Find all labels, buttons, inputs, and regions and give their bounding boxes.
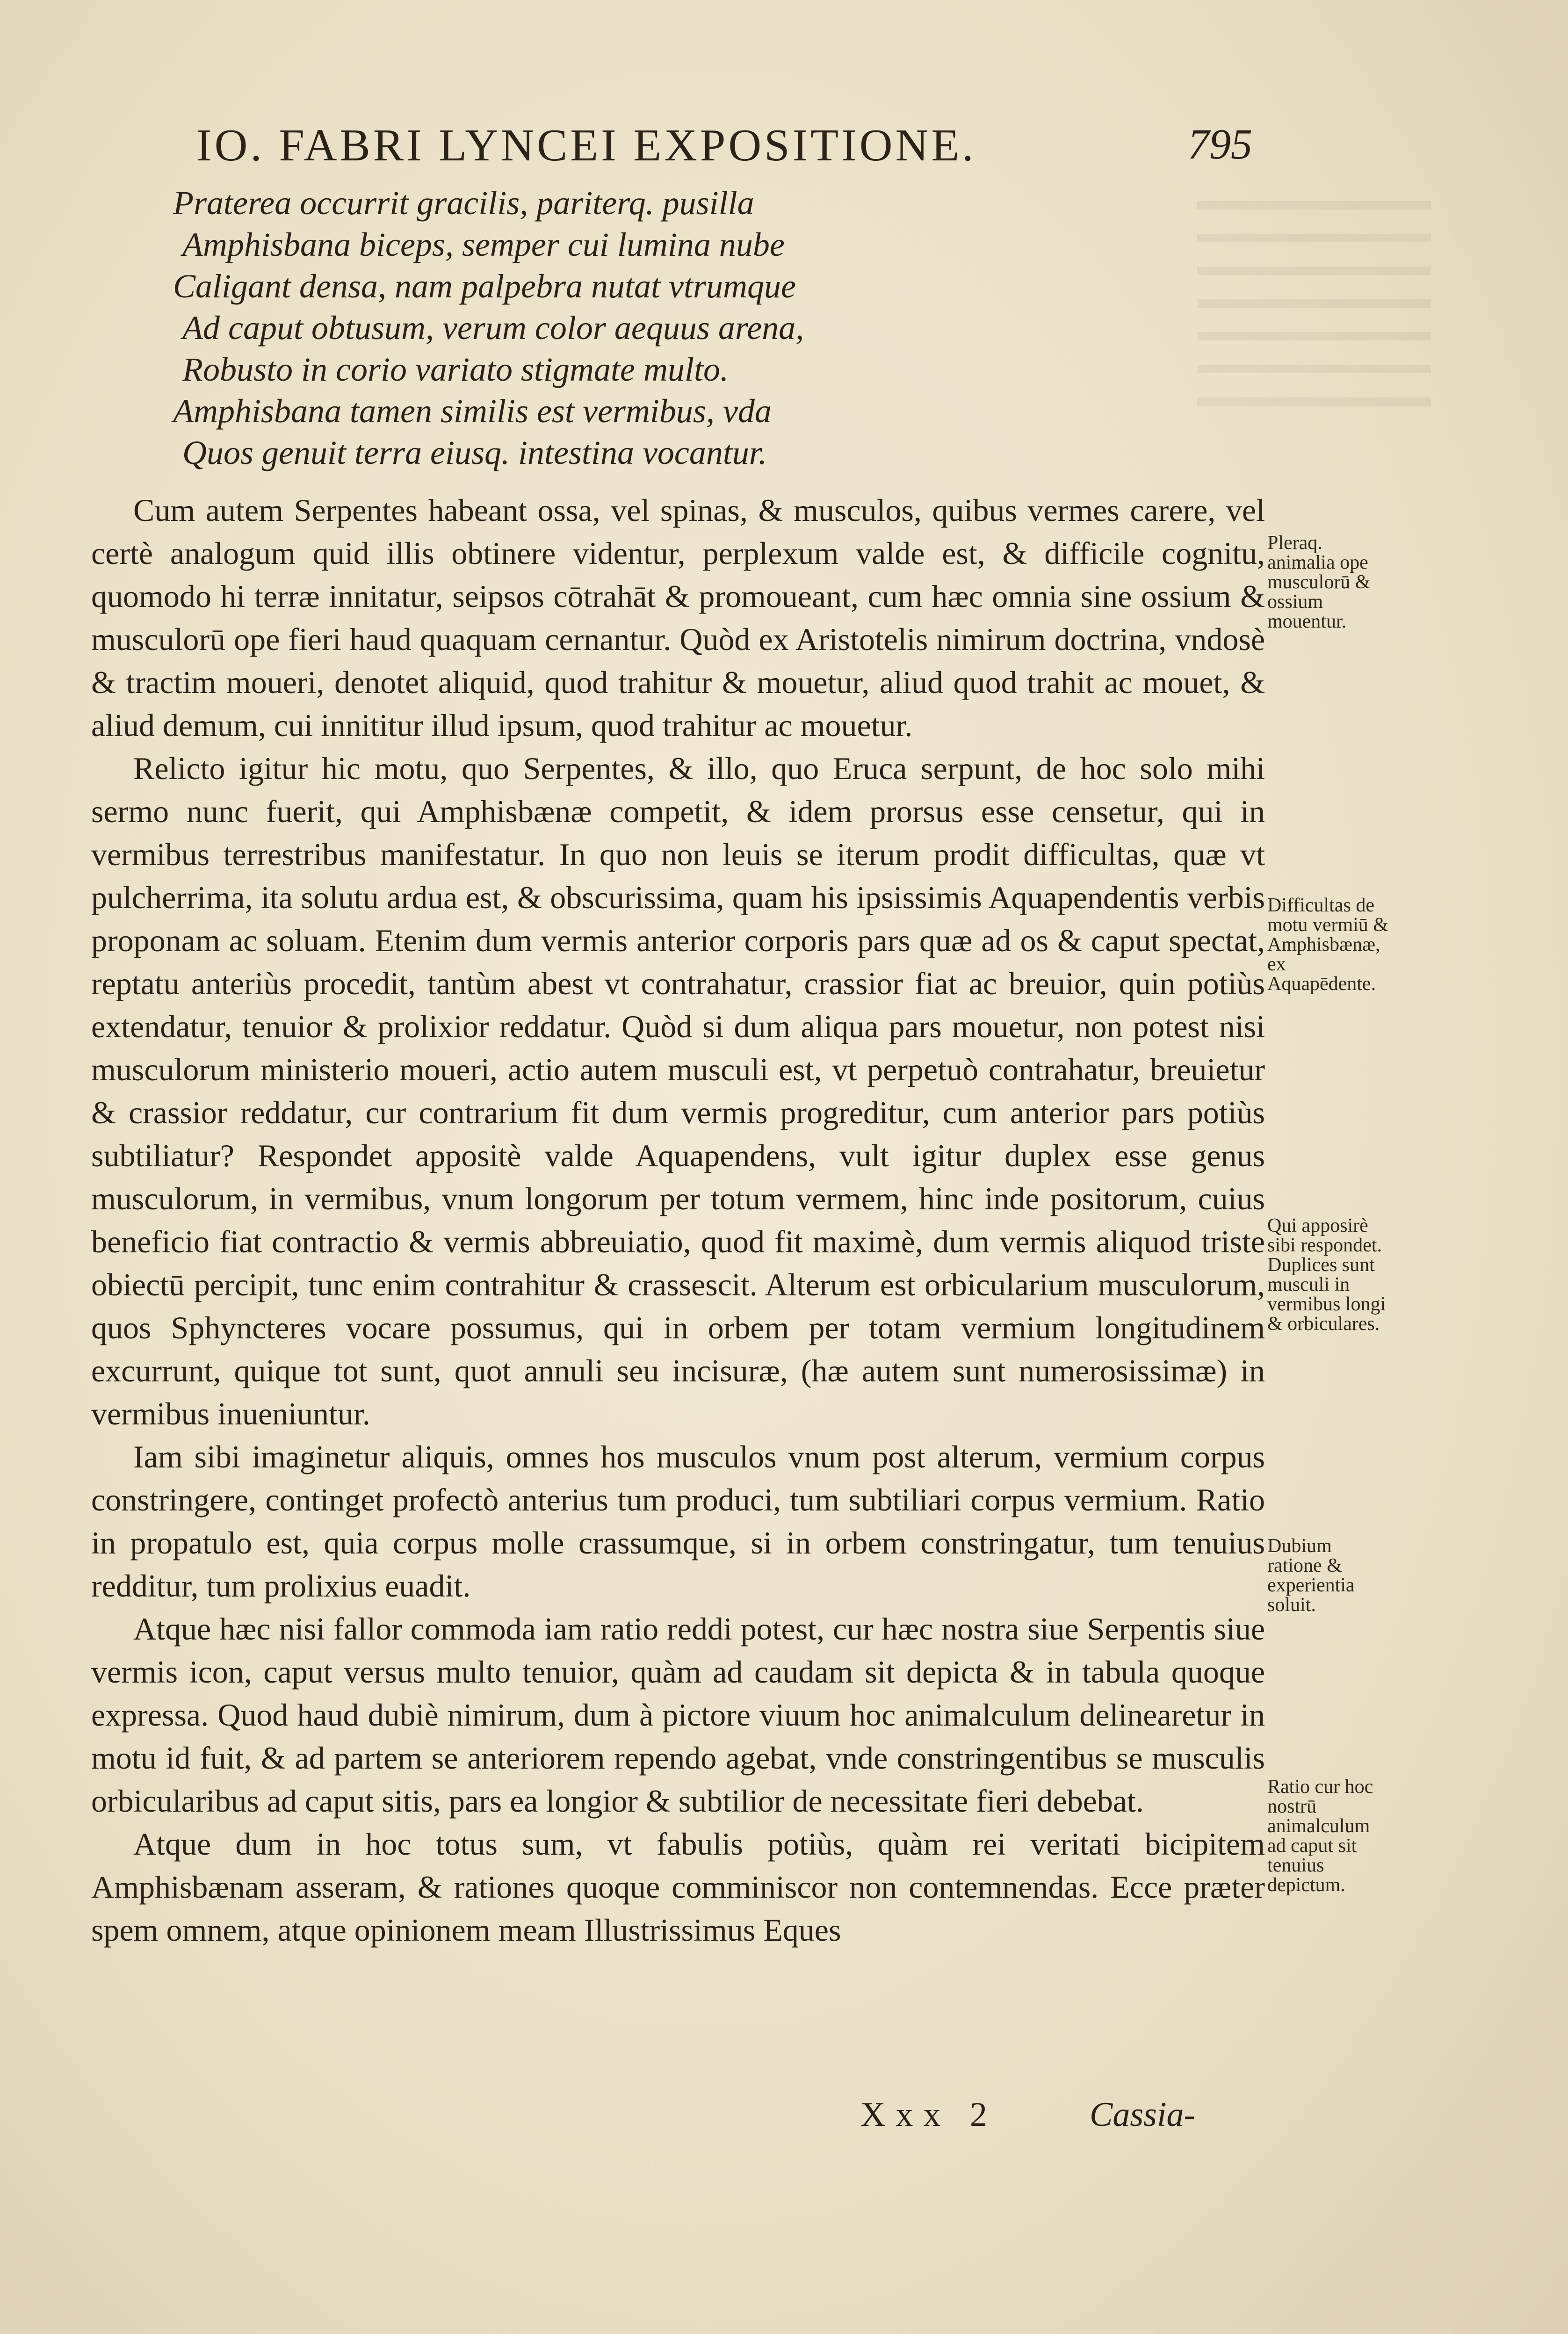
show-through-text xyxy=(1197,201,1431,412)
paragraph: Iam sibi imaginetur aliquis, omnes hos musculos vnum post alterum, vermium corpus constringere, continget profectò anterius tum produci, tum subtiliari corpus vermium. Ratio in propatulo est, quia corpus molle crassumque, si in orbem constringatur, tum tenuius redditur, tum prolixius euadit. xyxy=(91,1439,1265,1604)
page-number: 795 xyxy=(1188,120,1252,168)
verse-line: Quos genuit terra eiusq. intestina vocantur. xyxy=(182,434,767,471)
verse-line: Ad caput obtusum, verum color aequus arena, xyxy=(182,309,804,347)
paragraph: Relicto igitur hic motu, quo Serpentes, & illo, quo Eruca serpunt, de hoc solo mihi sermo nunc fuerit, qui Amphisbænæ competit, & idem prorsus esse censetur, qui in vermibus terrestribus manifestatur. In quo non leuis se iterum prodit difficultas, quæ vt pulcherrima, ita solutu ardua est, & obscurissima, quam his ipsissimis Aquapendentis verbis proponam ac soluam. Etenim dum vermis anterior corporis pars quæ ad os & caput spectat, reptatu anteriùs procedit, tantùm abest vt contrahatur, crassior fiat ac breuior, quin potiùs extendatur, tenuior & prolixior reddatur. Quòd si dum aliqua pars mouetur, non potest nisi musculorum ministerio moueri, actio autem musculi est, vt perpetuò contrahatur, breuietur & crassior reddatur, cur contrarium fit dum vermis progreditur, cum anterior pars potiùs subtiliatur? Respondet appositè valde Aquapendens, vult igitur duplex esse genus musculorum, in vermibus, vnum longorum per totum vermem, hinc inde positorum, cuius beneficio fiat contractio & vermis abbreuiatio, quod fit maximè, dum vermis aliquod triste obiectū percipit, tunc enim contrahitur & crassescit. Alterum est orbicularium musculorum, quos Sphyncteres vocare possumus, qui in orbem per totam vermium longitudinem excurrunt, quique tot sunt, quot annuli seu incisuræ, (hæ autem sunt numerosissimæ) in vermibus inueniuntur. xyxy=(91,751,1265,1431)
running-head: IO. FABRI LYNCEI EXPOSITIONE. xyxy=(196,120,976,171)
paragraph: Atque hæc nisi fallor commoda iam ratio reddi potest, cur hæc nostra siue Serpentis siue vermis icon, caput versus multo tenuior, quàm ad caudam sit depicta & in tabula quoque expressa. Quod haud dubiè nimirum, dum à pictore viuum hoc animalculum delinearetur in motu id fuit, & ad partem se anteriorem rependo agebat, vnde constringentibus se musculis orbicularibus ad caput sitis, pars ea longior & subtilior de necessitate fieri debebat. xyxy=(91,1611,1265,1819)
verse-quotation xyxy=(173,182,1202,474)
catchword: Cassia- xyxy=(1090,2096,1196,2134)
margin-note: Qui apposirè sibi respondet. Duplices sunt musculi in vermibus longi & orbiculares. xyxy=(1267,1215,1386,1335)
verse-line: Robusto in corio variato stigmate multo. xyxy=(182,351,729,388)
verse-line: Amphisbana biceps, semper cui lumina nube xyxy=(182,226,785,263)
signature-mark: Xxx 2 xyxy=(860,2096,997,2134)
verse-line: Caligant densa, nam palpebra nutat vtrumque xyxy=(173,267,796,305)
paragraph: Cum autem Serpentes habeant ossa, vel spinas, & musculos, quibus vermes carere, vel certè analogum quid illis obtinere videntur, perplexum valde est, & difficile cognitu, quomodo hi terræ innitatur, seipsos cōtrahāt & promoueant, cum hæc omnia sine ossium & musculorū ope fieri haud quaquam cernantur. Quòd ex Aristotelis nimirum doctrina, vndosè & tractim moueri, denotet aliquid, quod trahitur & mouetur, aliud quod trahit ac mouet, & aliud demum, cui innititur illud ipsum, quod trahitur ac mouetur. xyxy=(91,492,1265,743)
margin-note: Ratio cur hoc nostrū animalculum ad caput sit tenuius depictum. xyxy=(1267,1776,1373,1896)
margin-note: Difficultas de motu vermiū & Amphisbænæ, ex Aquapēdente. xyxy=(1267,895,1388,995)
margin-note: Dubium ratione & experientia soluit. xyxy=(1267,1535,1355,1616)
paragraph: Atque dum in hoc totus sum, vt fabulis potiùs, quàm rei veritati bicipitem Amphisbænam asseram, & rationes quoque comminiscor non contemnendas. Ecce præter spem omnem, atque opinionem meam Illustrissimus Eques xyxy=(91,1826,1265,1948)
margin-note: Pleraq. animalia ope musculorū & ossium mouentur. xyxy=(1267,532,1371,632)
verse-line: Amphisbana tamen similis est vermibus, vda xyxy=(173,392,772,430)
verse-line: Praterea occurrit gracilis, pariterq. pusilla xyxy=(173,184,754,222)
body-text xyxy=(91,489,1265,1951)
